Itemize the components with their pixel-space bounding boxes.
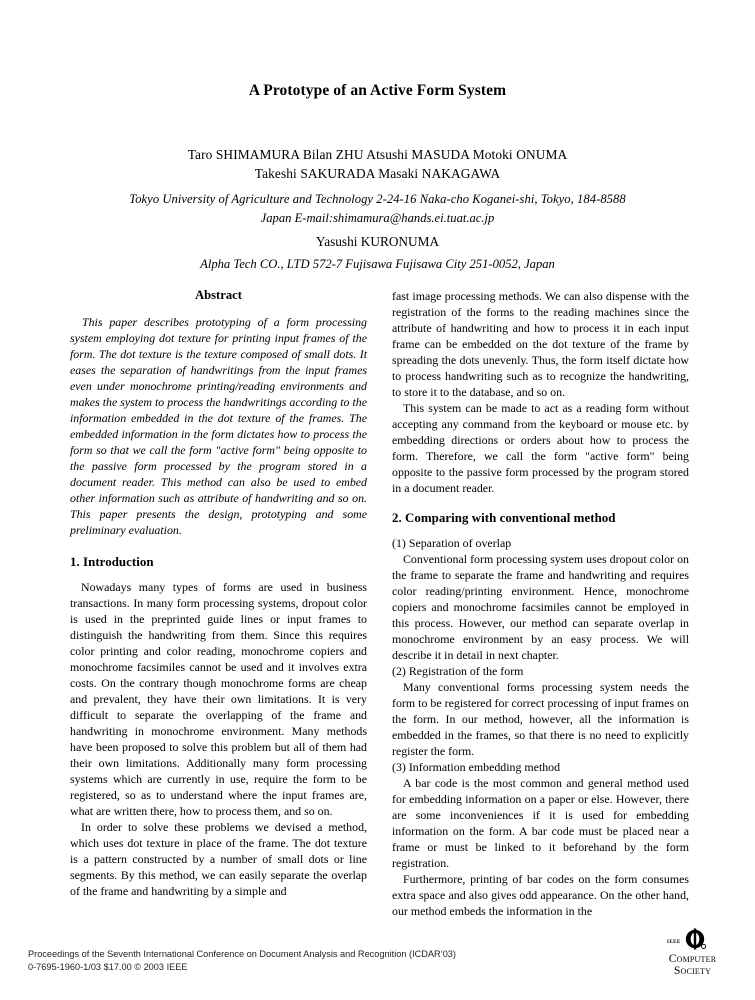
affiliation-line-1: Tokyo University of Agriculture and Technology 2-24-16 Naka-cho Koganei-shi, Tokyo, 184-8588 [129,192,626,207]
section-heading-introduction: 1. Introduction [70,555,154,569]
item-text-registration-of-form: Many conventional forms processing system needs the form to be registered for correct processing of input frames on the form. In our method, however, all the information is embedded in the frames, so that there is no need to explicitly register the form. [392,680,689,759]
right-column [392,288,689,919]
ieee-computer-society-logo [655,928,730,986]
continued-paragraph-1: fast image processing methods. We can also dispense with the registration of the forms to the reading machines since the attribute of handwriting and how to process it in each input frame can be embedded on the dot texture of the frame by spreading the dots unevenly. Thus, the form itself dictate how to process handwriting such as to recognize the handwriting, to store it to the database, and so on. [392,289,689,399]
ieee-phi-icon [655,928,730,953]
item-label-information-embedding: (3) Information embedding method [392,760,561,775]
item-text-information-embedding: A bar code is the most common and general method used for embedding information on a paper or else. However, there are some inconveniences if it is used for embedding information on the form. A bar code must be placed near a frame or must be linked to it beforehand by the form registration. [392,776,689,871]
affiliation-line-2-email: Japan E-mail:shimamura@hands.ei.tuat.ac.jp [260,211,495,226]
footer-line-copyright: 0-7695-1960-1/03 $17.00 © 2003 IEEE [28,962,188,973]
continued-paragraph-2: This system can be made to act as a reading form without accepting any command from the keyboard or mouse etc. by embedding directions or orders about how to process the form. Therefore, we call the form "active form" being opposite to the passive form processed by the program stored in a document reader. [392,401,689,495]
author-list [70,145,685,184]
affiliation-primary [70,190,685,228]
ieee-wordmark: IEEE [667,940,681,945]
abstract-heading: Abstract [195,288,242,302]
author-line-2: Takeshi SAKURADA Masaki NAKAGAWA [254,166,501,182]
affiliation-secondary: Alpha Tech CO., LTD 572-7 Fujisawa Fujisawa City 251-0052, Japan [200,257,555,272]
item-label-registration-of-form: (2) Registration of the form [392,664,524,679]
abstract-text: This paper describes prototyping of a form processing system employing dot texture for printing input frames of the form. The dot texture is the texture composed of small dots. It eases the separation of handwritings from the input frames even under monochrome printing/reading environments and makes the system to process the handwritings according to the information embedded in the dot texture of the frames. The embedded information in the form dictates how to process the form so that we call the form "active form" being opposite to the passive form processed by the program stored in a document reader. This method can also be used to embed other information such as attribute of handwriting and so on. This paper presents the design, prototyping and some preliminary evaluation. [70,315,367,537]
introduction-paragraph-1: Nowadays many types of forms are used in business transactions. In many form processing systems, dropout color is used in the preprinted guide lines or input frames to distinguish the handwriting from them. Since this requires color printing and color reading, monochrome copiers and monochrome facsimiles cannot be used and it involves extra costs. On the contrary though monochrome forms are cheap and prevalent, they have their own limitations. It is very difficult to separate the overlapping of the frame and handwriting in monochrome environment. Many methods have been proposed to solve this problem but all of them had their own limitations. Additionally many form processing systems which are currently in use, require the form to be registered, so as to understand where the input frames are, what are written there, how to process them, and so on. [70,580,367,819]
introduction-paragraph-2: In order to solve these problems we devised a method, which uses dot texture in place of the frame. The dot texture is a pattern constructed by a number of small dots or line segments. By this method, we can easily separate the overlap of the frame and handwriting by a simple and [70,820,367,899]
body-columns [70,288,689,919]
author-second: Yasushi KURONUMA [315,234,440,250]
section-heading-comparing: 2. Comparing with conventional method [392,511,616,525]
page-title: A Prototype of an Active Form System [248,82,507,99]
footer-proceedings [28,948,456,974]
author-line-1: Taro SHIMAMURA Bilan ZHU Atsushi MASUDA Motoki ONUMA [187,146,568,162]
paper-header [70,82,685,274]
item-text-separation-of-overlap: Conventional form processing system uses dropout color on the frame to separate the frame and handwriting and requires color reading/printing environment. Hence, monochrome copiers and monochrome facsimiles cannot be employed in this process. However, our method can separate overlap in monochrome environment by an easy process. We will describe it in detail in next chapter. [392,552,689,663]
logo-word-society: Society [673,965,712,978]
logo-word-computer: Computer [668,953,717,965]
item-text-information-embedding-2: Furthermore, printing of bar codes on the form consumes extra space and also gives odd appearance. On the other hand, our method embeds the information in the [392,872,689,919]
footer-line-conference: Proceedings of the Seventh International Conference on Document Analysis and Recognition (ICDAR’03) [28,949,456,959]
left-column [70,288,367,899]
item-label-separation-of-overlap: (1) Separation of overlap [392,536,512,551]
